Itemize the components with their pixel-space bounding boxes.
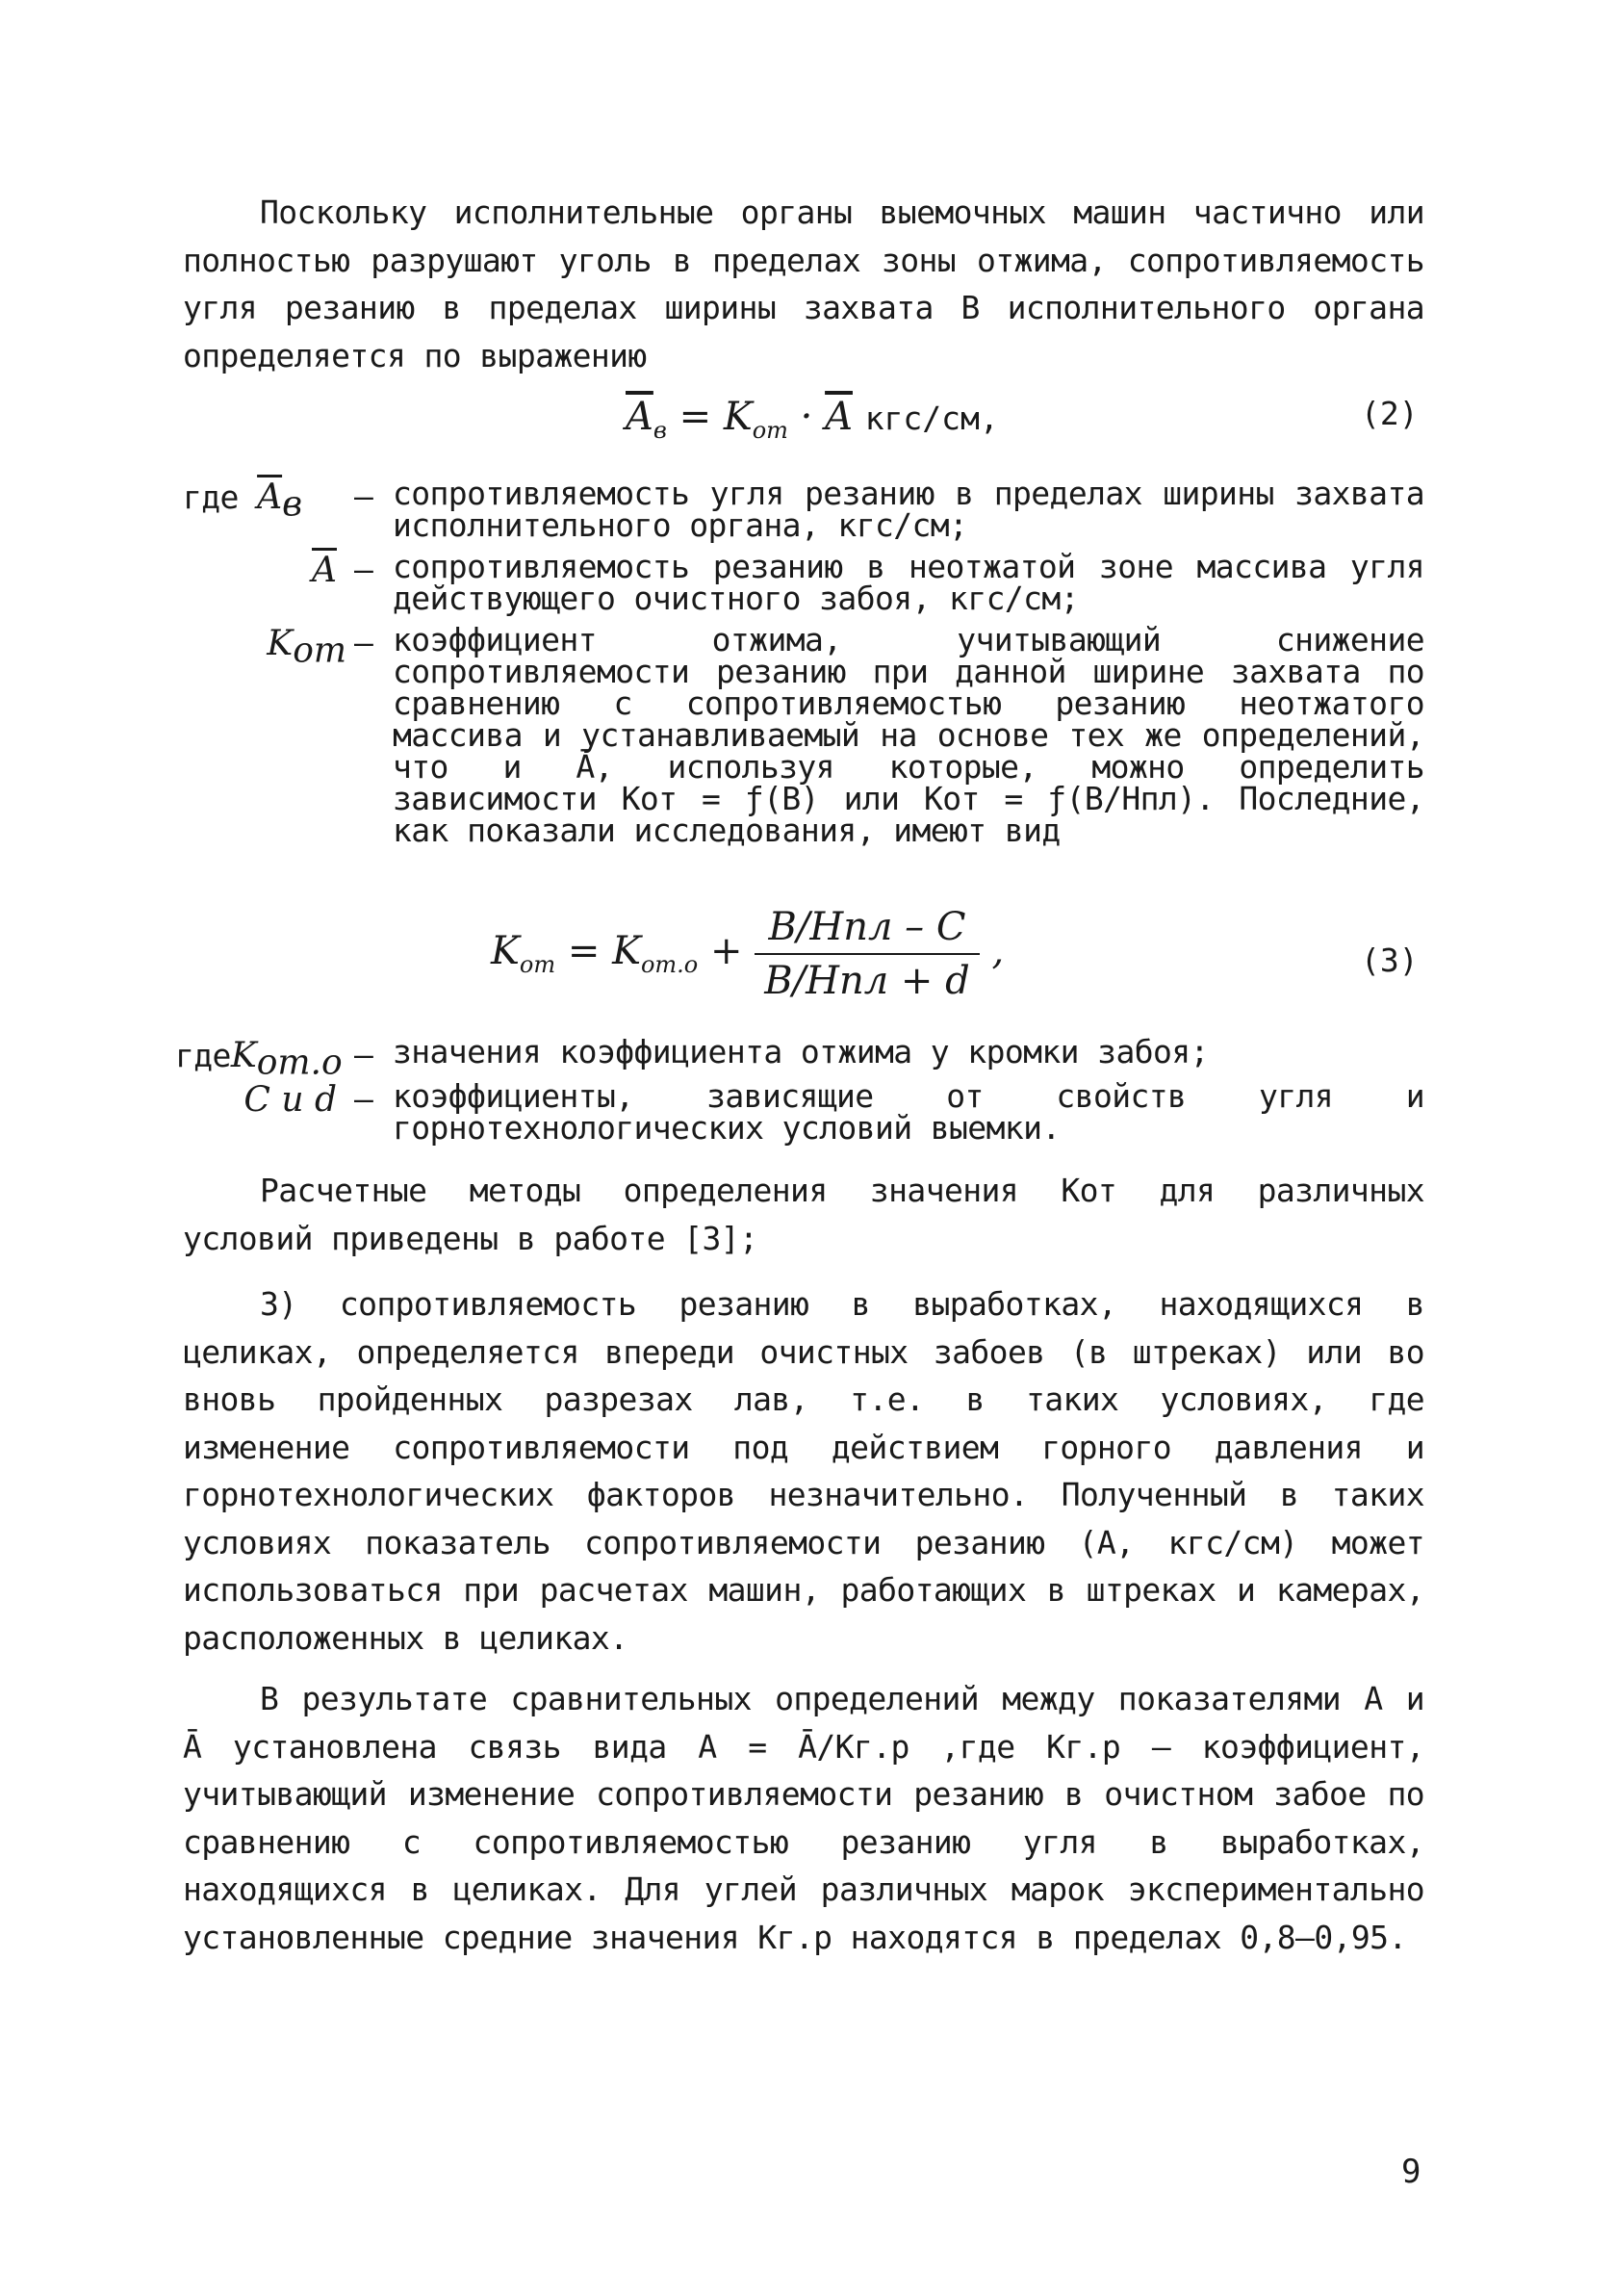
formula-2 (626, 395, 999, 444)
formula-2-a: $\overline{A}$ (825, 395, 853, 439)
equation-number-2: (2) (1361, 395, 1419, 432)
formula-2-lhs: $\overline{A}_в$ (626, 395, 667, 444)
formula-3 (491, 905, 1004, 1003)
definition-symbol: K (230, 1036, 257, 1075)
formula-3-lhs: $K_{от}$ (491, 929, 556, 978)
formula-2-dot: · (800, 395, 813, 439)
formula-2-eq: = (678, 395, 712, 439)
paragraph-intro: Поскольку исполнительные органы выемочных машин частично или полностью разрушают уголь в пределах зоны отжима, сопротивляемость угля резанию в пределах ширины захвата В исполнительного органа определяется по выражению (183, 193, 1424, 374)
formula-2-unit: кгс/см, (864, 400, 999, 437)
definition-symbol-sub: от (293, 631, 346, 671)
definition-dash: – (354, 551, 373, 588)
formula-3-plus: + (709, 929, 743, 973)
definition-symbol: С и d (243, 1080, 337, 1120)
where-label: где (175, 1037, 231, 1074)
definition-dash: – (354, 477, 373, 515)
formula-2-k: $K_{от}$ (723, 395, 788, 444)
page-number: 9 (1401, 2153, 1421, 2191)
equation-number-3: (3) (1361, 942, 1419, 979)
formula-3-fraction (755, 905, 980, 1003)
paragraph-item-3: 3) сопротивляемость резанию в выработках, находящихся в целиках, определяется впереди очистных забоев (в штреках) или во вновь пройденных разрезах лав, т.е. в таких условиях, где изменение сопротивляемости под действием горного давления и горнотехнологических факторов незначительно. Полученный в таких условиях показатель сопротивляемости резанию (A, кгс/см) может использоваться при расчетах машин, работающих в штреках и камерах, расположенных в целиках. (183, 1285, 1424, 1657)
definition-symbol-sub: в (282, 484, 303, 525)
definitions-block-1 (183, 477, 1424, 901)
definition-dash: – (354, 1080, 373, 1118)
formula-3-comma: , (991, 929, 1005, 973)
formula-3-denominator: В/Hпл + d (755, 953, 980, 1003)
definition-symbol: $\overline{A}$ (312, 551, 337, 590)
definition-symbol: $\overline{A}$ (257, 477, 283, 517)
definition-text: сопротивляемость угля резанию в пределах ширины захвата исполнительного органа, кгс/см; (393, 475, 1424, 544)
definition-text: сопротивляемость резанию в неотжатой зоне массива угля действующего очистного забоя, кгс/см; (393, 548, 1424, 617)
paragraph-results: В результате сравнительных определений между показателями A и Ā установлена связь вида A = Ā/Kг.р ,где Kг.р – коэффициент, учитывающий изменение сопротивляемости резанию в очистном забое по сравнению с сопротивляемостью резанию угля в выработках, находящихся в целиках. Для углей различных марок экспериментально установленные средние значения Kг.р находятся в пределах 0,8–0,95. (183, 1680, 1424, 1956)
definition-text: коэффициент отжима, учитывающий снижение сопротивляемости резанию при данной ширине захвата по сравнению с сопротивляемостью резанию неотжатого массива и устанавливаемый на основе тех же определений, что и Ā, используя которые, можно определить зависимости Kот = ƒ(В) или Kот = ƒ(В/Hпл). Последние, как показали исследования, имеют вид (393, 621, 1424, 849)
formula-3-eq: = (567, 929, 601, 973)
definition-symbol: K (267, 624, 294, 663)
paragraph-methods: Расчетные методы определения значения Kот для различных условий приведены в работе [3]; (183, 1172, 1424, 1257)
where-label: где (183, 478, 239, 516)
definition-text: значения коэффициента отжима у кромки забоя; (393, 1033, 1209, 1071)
definition-text: коэффициенты, зависящие от свойств угля и горнотехнологических условий выемки. (393, 1077, 1424, 1147)
definitions-block-2 (175, 1033, 1424, 1151)
definition-symbol-sub: от.о (256, 1043, 343, 1083)
definition-dash: – (354, 1036, 373, 1073)
formula-3-numerator: В/Hпл – С (768, 905, 966, 949)
formula-3-k0: $K_{от.о}$ (612, 929, 699, 978)
definition-dash: – (354, 624, 373, 661)
